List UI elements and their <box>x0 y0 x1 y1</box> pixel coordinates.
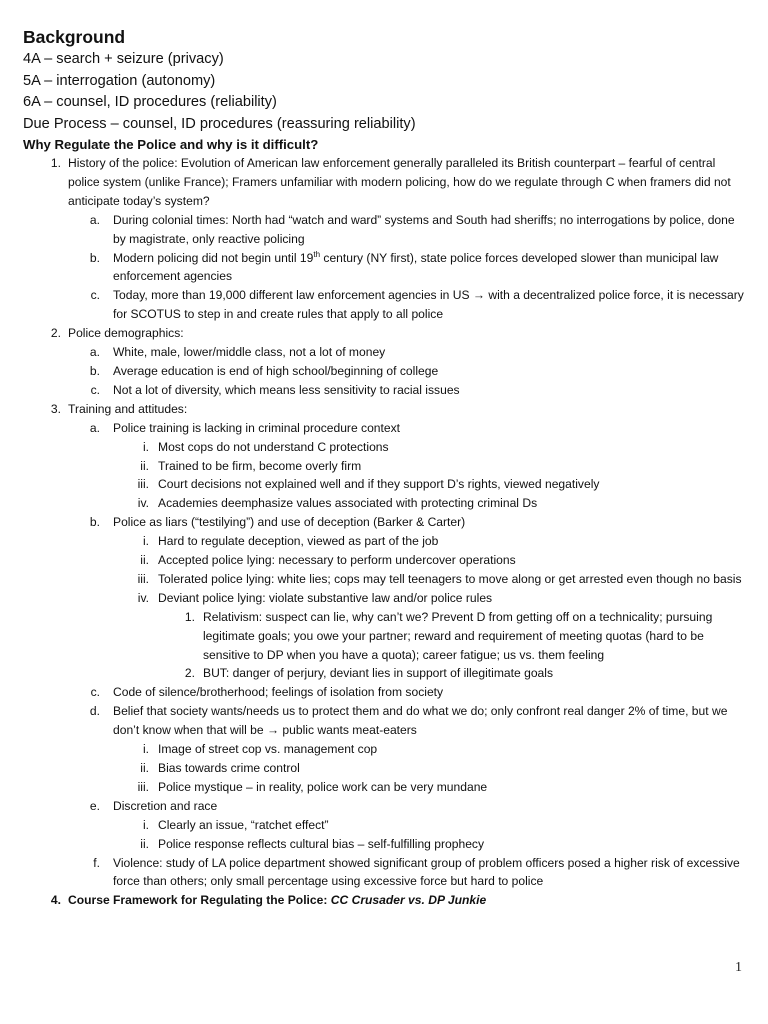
list-marker: ii. <box>140 761 149 775</box>
list-marker: ii. <box>140 553 149 568</box>
list-marker: e. <box>89 798 100 813</box>
list-marker: iii. <box>137 477 149 492</box>
outline-item <box>23 891 748 910</box>
list-text: Discretion and race <box>113 798 218 813</box>
list-text: Police demographics: <box>68 326 184 341</box>
list-text-part: Modern policing did not begin until 19 <box>113 250 314 265</box>
list-text: Clearly an issue, “ratchet effect” <box>158 817 329 832</box>
list-text-italic: CC Crusader vs. DP Junkie <box>330 893 487 908</box>
outline-item <box>23 438 748 457</box>
outline-item <box>23 854 748 892</box>
list-text: Police as liars (“testilying”) and use of deception (Barker & Carter) <box>113 515 466 530</box>
list-text: Training and attitudes: <box>68 401 188 416</box>
list-marker: iii. <box>137 571 149 586</box>
background-line: 4A – search + seizure (privacy) <box>23 51 224 67</box>
list-text: Hard to regulate deception, viewed as part of the job <box>158 534 439 549</box>
list-marker: f. <box>93 855 100 870</box>
outline-item <box>23 778 748 797</box>
outline-item <box>23 816 748 835</box>
outline-item <box>23 457 748 476</box>
outline-item <box>23 362 748 381</box>
list-text: Deviant police lying: violate substantive law and/or police rules <box>158 590 493 605</box>
list-marker: iii. <box>137 779 149 794</box>
list-text: History of the police: Evolution of American law enforcement generally paralleled its British counterpart – fearful of central police system (unlike France); Framers unfamiliar with modern policing, how do we regulate through C when framers did not anticipate today’s system? <box>68 156 731 208</box>
list-text: Image of street cop vs. management cop <box>158 742 378 757</box>
list-text: Academies deemphasize values associated with protecting criminal Ds <box>158 496 538 511</box>
outline-item <box>23 740 748 759</box>
list-marker: 2. <box>184 666 195 681</box>
list-text: Average education is end of high school/beginning of college <box>113 363 439 378</box>
list-text: Court decisions not explained well and if they support D’s rights, viewed negatively <box>158 477 600 492</box>
list-text: Bias towards crime control <box>158 761 300 775</box>
list-text: Today, more than 19,000 different law enforcement agencies in US → with a decentralized police force, it is necessary for SCOTUS to step in and create rules that apply to all police <box>113 288 744 322</box>
outline-item <box>23 343 748 362</box>
list-marker: ii. <box>140 836 149 851</box>
outline-item <box>23 589 748 608</box>
list-text: Belief that society wants/needs us to protect them and do what we do; only confront real danger 2% of time, but we don’t know when that will be → public wants meat-eaters <box>113 704 728 738</box>
list-marker: a. <box>89 420 100 435</box>
outline-item <box>23 419 748 438</box>
list-marker: 3. <box>50 401 61 416</box>
outline-item <box>23 532 748 551</box>
outline-item <box>23 797 748 816</box>
list-marker: iv. <box>137 496 149 511</box>
outline-item <box>23 324 748 343</box>
superscript: th <box>313 249 321 259</box>
outline-item <box>23 513 748 532</box>
list-text: Code of silence/brotherhood; feelings of isolation from society <box>113 685 444 700</box>
list-marker: 1. <box>184 609 195 624</box>
outline-item <box>23 551 748 570</box>
list-marker: i. <box>142 817 149 832</box>
outline-item <box>23 475 748 494</box>
list-text: Trained to be firm, become overly firm <box>158 458 362 473</box>
list-text: Relativism: suspect can lie, why can’t we? Prevent D from getting off on a technicality; pursuing legitimate goals; you owe your partner; reward and requirement of meeting quotas (hard to be sensitive to DP when you have a quota); career fatigue; us vs. them feeling <box>203 609 713 662</box>
list-marker: a. <box>89 345 100 360</box>
list-text-bold: Course Framework for Regulating the Police: <box>68 893 328 908</box>
list-text: BUT: danger of perjury, deviant lies in support of illegitimate goals <box>203 666 554 681</box>
document-page <box>23 26 748 910</box>
list-marker: b. <box>89 250 100 265</box>
background-line: 6A – counsel, ID procedures (reliability) <box>23 94 277 110</box>
list-marker: 1. <box>50 156 61 170</box>
outline-item <box>23 381 748 400</box>
list-marker: c. <box>90 288 100 303</box>
list-text: White, male, lower/middle class, not a lot of money <box>113 345 386 360</box>
list-text <box>113 249 748 287</box>
outline-item <box>23 494 748 513</box>
background-line: Due Process – counsel, ID procedures (reassuring reliability) <box>23 115 416 132</box>
list-text: Accepted police lying: necessary to perform undercover operations <box>158 553 516 568</box>
list-marker: d. <box>89 704 100 719</box>
outline-item <box>23 702 748 740</box>
list-marker: c. <box>90 685 100 700</box>
list-marker: c. <box>90 382 100 397</box>
outline-item <box>23 759 748 778</box>
outline-item <box>23 286 748 324</box>
list-text: During colonial times: North had “watch and ward” systems and South had sheriffs; no interrogations by police, done by magistrate, only reactive policing <box>113 212 735 246</box>
page-number: 1 <box>735 960 742 975</box>
outline-item <box>23 683 748 702</box>
list-marker: a. <box>89 212 100 227</box>
list-marker: iv. <box>137 590 149 605</box>
outline-item <box>23 154 748 211</box>
list-text: Not a lot of diversity, which means less sensitivity to racial issues <box>113 382 460 397</box>
list-marker: i. <box>142 534 149 549</box>
outline-item <box>23 211 748 249</box>
list-marker: 2. <box>50 326 61 341</box>
list-marker: i. <box>142 439 149 454</box>
outline-item <box>23 664 748 683</box>
list-marker: ii. <box>140 458 149 473</box>
outline-item <box>23 400 748 419</box>
list-text <box>68 891 748 910</box>
list-text: Most cops do not understand C protections <box>158 439 389 454</box>
list-marker: 4. <box>50 893 61 908</box>
list-text: Police response reflects cultural bias – self-fulfilling prophecy <box>158 836 485 851</box>
list-marker: i. <box>142 742 149 757</box>
outline-item <box>23 249 748 287</box>
list-text: Tolerated police lying: white lies; cops may tell teenagers to move along or get arrested even though no basis <box>158 571 742 586</box>
background-line: 5A – interrogation (autonomy) <box>23 72 216 89</box>
list-text: Violence: study of LA police department showed significant group of problem officers posed a higher risk of excessive force than others; only small percentage using excessive force but hard to police <box>113 855 740 889</box>
outline-item <box>23 835 748 854</box>
section-title: Background <box>23 27 126 47</box>
list-marker: b. <box>89 363 100 378</box>
list-text-part: century (NY first), state police forces developed slower than municipal law enforcement agencies <box>113 250 719 284</box>
outline-item <box>23 570 748 589</box>
subheading: Why Regulate the Police and why is it difficult? <box>23 137 319 152</box>
list-text: Police training is lacking in criminal procedure context <box>113 420 401 435</box>
list-marker: b. <box>89 515 100 530</box>
list-text: Police mystique – in reality, police work can be very mundane <box>158 779 488 794</box>
outline-item <box>23 608 748 665</box>
